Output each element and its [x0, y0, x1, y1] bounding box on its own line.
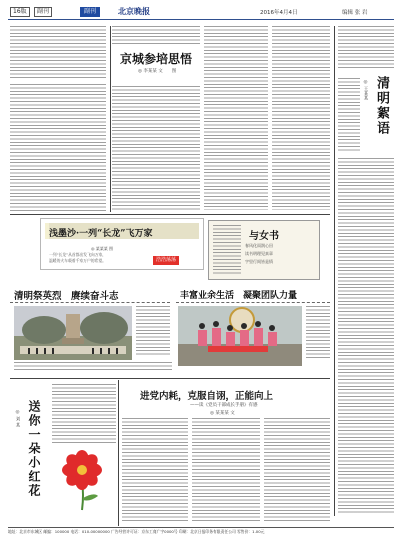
- article-byline-red-flower: ◎ 刘 某: [15, 410, 20, 427]
- volunteer-photo: [178, 306, 302, 366]
- page-number-label: 16版: [10, 7, 30, 17]
- article-title-jingcheng: 京城参培思悟: [120, 52, 193, 66]
- banner-caption-line: 温暖的火车载着千家万户的希望。: [49, 258, 106, 263]
- title-underline: [176, 302, 330, 303]
- article-text-block: [10, 26, 106, 78]
- article-subtitle-progress: ——读《党员干部成长手册》有感: [190, 403, 258, 408]
- book-box-line: 春风化雨润心田: [245, 243, 273, 248]
- article-text-block: [204, 26, 268, 210]
- banner-title: 浅墨沙·一列“长龙”飞万家: [49, 229, 153, 239]
- memorial-photo: [14, 306, 132, 360]
- article-byline-jingcheng: ◎ 李某某 文 图: [138, 69, 177, 74]
- issue-date: 2016年4月4日: [260, 10, 298, 16]
- article-text-block: [338, 78, 360, 152]
- section-divider: [10, 214, 330, 215]
- column-divider: [110, 26, 111, 212]
- banner-caption-line: 一列“长龙”从首都出发飞向万家，: [49, 252, 107, 257]
- column-divider: [118, 380, 119, 526]
- article-text-block: [306, 306, 330, 360]
- article-title-qingming-zaoyu: 清明絮语: [374, 76, 389, 136]
- article-text-block: [338, 158, 394, 514]
- title-underline: [10, 302, 170, 303]
- article-text-block: [52, 384, 116, 444]
- article-text-block: [192, 418, 260, 522]
- column-divider: [334, 26, 335, 516]
- section-divider: [10, 378, 330, 379]
- book-box: [208, 220, 320, 280]
- article-byline-progress: ◎ 某某某 文: [210, 411, 235, 416]
- article-text-block: [213, 225, 241, 275]
- book-box-line: 字里行间皆是情: [245, 259, 273, 264]
- page-header: [8, 6, 394, 20]
- feature-banner: [40, 218, 204, 270]
- article-byline-qingming-zaoyu: ◎ 王某某: [363, 80, 368, 100]
- article-title-volunteer: 丰富业余生活 凝聚团队力量: [180, 291, 298, 301]
- article-text-block: [338, 26, 394, 68]
- article-title-progress: 进党内耗，克服自诩，正能向上: [140, 391, 274, 402]
- article-text-block: [14, 362, 172, 372]
- article-text-block: [112, 26, 200, 46]
- article-title-red-flower: 送你一朵小红花: [27, 400, 41, 498]
- book-box-line: 读书明理见真章: [245, 251, 273, 256]
- book-box-title: 与女书: [249, 231, 279, 242]
- article-title-qingming-yinglie: 清明祭英烈 赓续奋斗志: [14, 291, 119, 302]
- article-text-block: [272, 26, 330, 210]
- banner-byline: ◎ 某某某 图: [91, 246, 114, 251]
- article-text-block: [136, 306, 170, 356]
- section-name: 副刊: [80, 7, 100, 17]
- editor-credit: 编辑 张 岩: [342, 10, 368, 16]
- article-text-block: [112, 86, 200, 210]
- article-text-block: [10, 84, 106, 212]
- section-label: 副刊: [34, 7, 52, 17]
- banner-badge: 浩浩荡荡: [153, 256, 179, 265]
- article-text-block: [264, 418, 330, 522]
- newspaper-name: 北京晚报: [118, 6, 150, 16]
- red-flower-illustration: [50, 448, 114, 512]
- page-footer: 地址：北京市东城区 邮编：100000 电话：010-00000000 广告经营许可证：京东工商广字0000号 印刷：北京日报印务有限责任公司 零售价：1.00元: [8, 527, 394, 535]
- article-text-block: [122, 418, 188, 522]
